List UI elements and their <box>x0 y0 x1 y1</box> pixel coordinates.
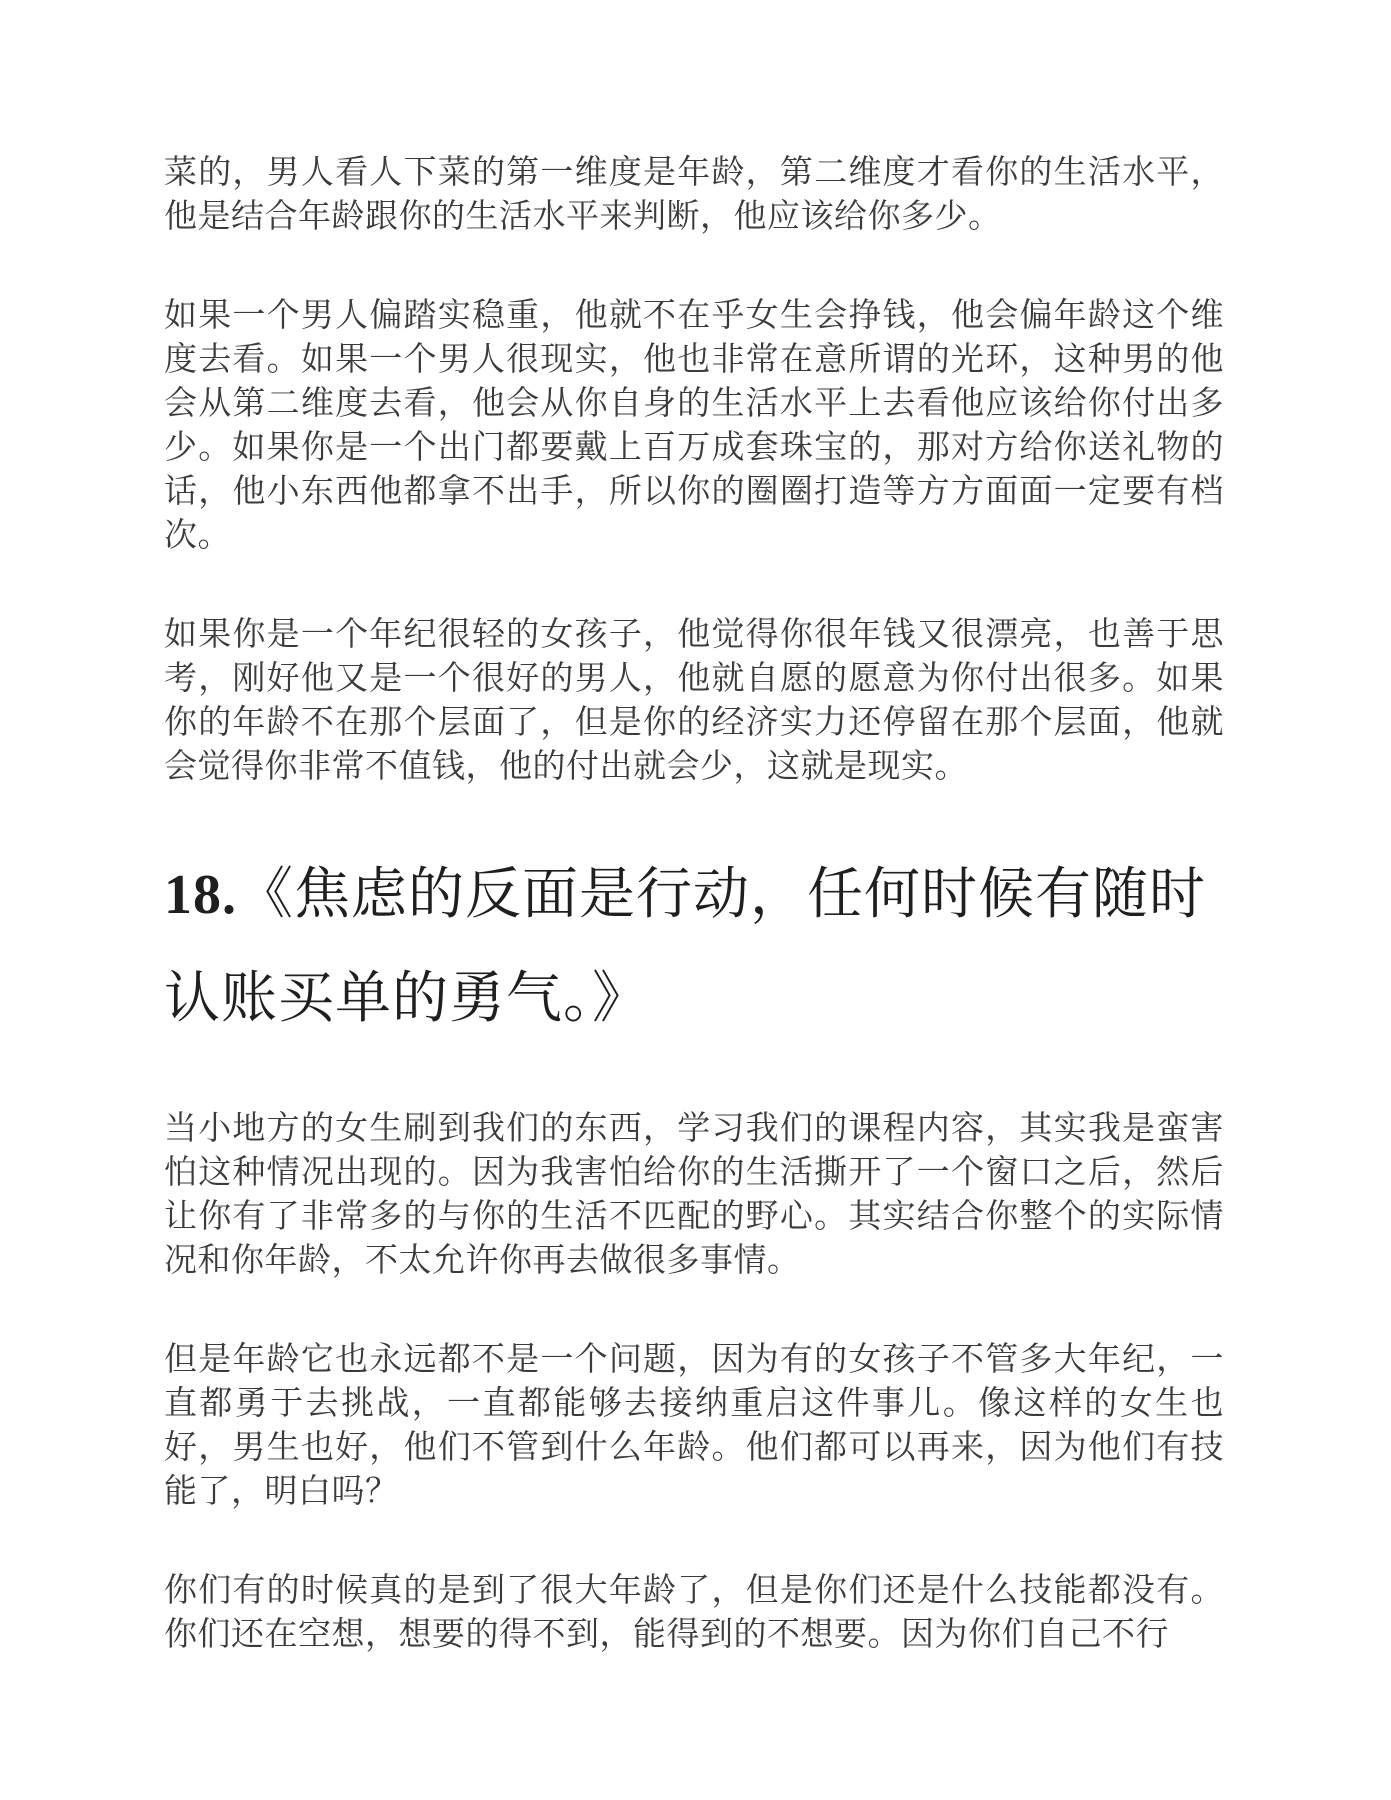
paragraph: 但是年龄它也永远都不是一个问题，因为有的女孩子不管多大年纪，一直都勇于去挑战，一直都能够去接纳重启这件事儿。像这样的女生也好，男生也好，他们不管到什么年龄。他们都可以再来，因为他们有技能了，明白吗？ <box>164 1339 1224 1510</box>
section-number: 18. <box>164 864 237 926</box>
paragraph: 如果你是一个年纪很轻的女孩子，他觉得你很年钱又很漂亮，也善于思考，刚好他又是一个很好的男人，他就自愿的愿意为你付出很多。如果你的年龄不在那个层面了，但是你的经济实力还停留在那个层面，他就会觉得你非常不值钱，他的付出就会少，这就是现实。 <box>164 614 1224 785</box>
section-title: 《焦虑的反面是行动，任何时候有随时认账买单的勇气。》 <box>164 862 1206 1031</box>
paragraph: 如果一个男人偏踏实稳重，他就不在乎女生会挣钱，他会偏年龄这个维度去看。如果一个男人很现实，他也非常在意所谓的光环，这种男的他会从第二维度去看，他会从你自身的生活水平上去看他应该给你付出多少。如果你是一个出门都要戴上百万成套珠宝的，那对方给你送礼物的话，他小东西他都拿不出手，所以你的圈圈打造等方方面面一定要有档次。 <box>164 295 1224 554</box>
paragraph: 你们有的时候真的是到了很大年龄了，但是你们还是什么技能都没有。你们还在空想，想要的得不到，能得到的不想要。因为你们自己不行 <box>164 1570 1224 1653</box>
section-heading <box>164 843 1224 1051</box>
paragraph: 菜的，男人看人下菜的第一维度是年龄，第二维度才看你的生活水平，他是结合年龄跟你的生活水平来判断，他应该给你多少。 <box>164 152 1224 235</box>
document-page <box>164 150 1224 1711</box>
paragraph: 当小地方的女生刷到我们的东西，学习我们的课程内容，其实我是蛮害怕这种情况出现的。因为我害怕给你的生活撕开了一个窗口之后，然后让你有了非常多的与你的生活不匹配的野心。其实结合你整个的实际情况和你年龄，不太允许你再去做很多事情。 <box>164 1108 1224 1279</box>
